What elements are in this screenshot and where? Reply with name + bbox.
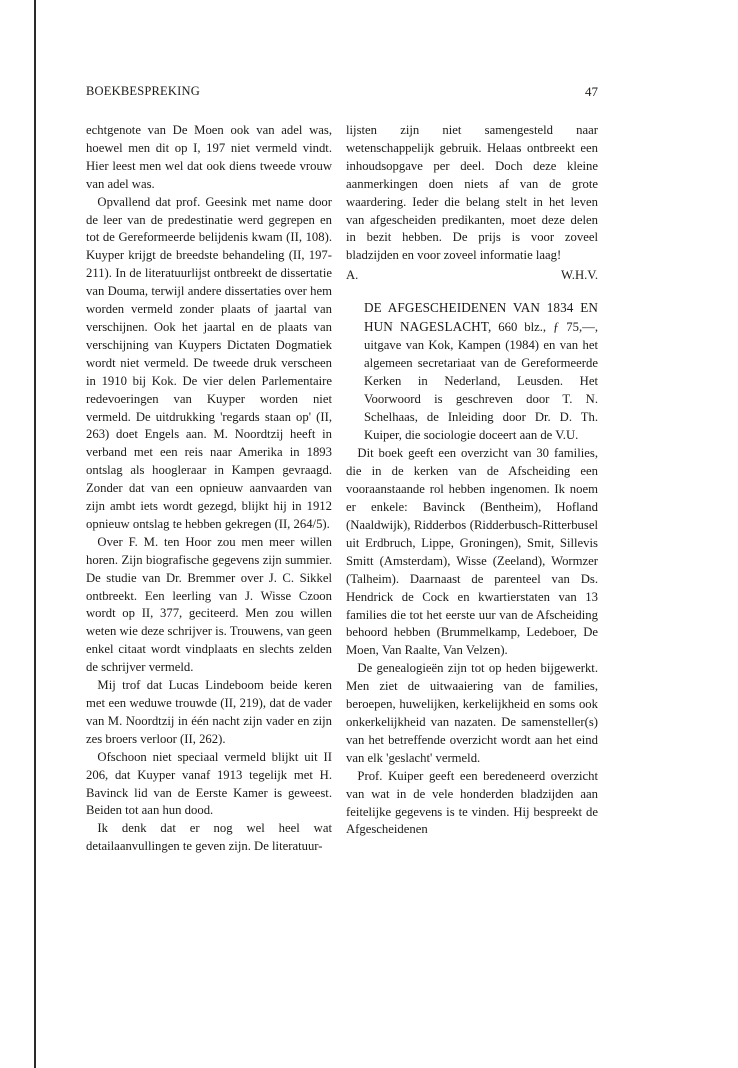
page-number: 47 <box>585 84 598 99</box>
paragraph: De genealogieën zijn tot op heden bijgewerkt. Men ziet de uitwaaiering van de families, beroepen, huwelijken, kerkelijkheid en soms ook onkerkelijkheid van nazaten. De samensteller(s) van het betreffende overzicht wordt aan het eind van elk 'geslacht' vermeld. <box>346 661 598 765</box>
paragraph: Mij trof dat Lucas Lindeboom beide keren met een weduwe trouwde (II, 219), dat de vader van M. Noordtzij in één nacht zijn vader en zijn zes broers verloor (II, 262). <box>86 678 332 746</box>
running-header <box>86 84 598 104</box>
review-book-title: DE AFGESCHEIDENEN VAN 1834 EN HUN NAGESLACHT, <box>364 300 598 335</box>
paragraph: Ofschoon niet speciaal vermeld blijkt uit II 206, dat Kuyper vanaf 1913 tegelijk met H. Bavinck lid van de Eerste Kamer is geweest. Beiden tot aan hun dood. <box>86 749 332 818</box>
signature-left: A. <box>346 268 359 283</box>
paragraph: echtgenote van De Moen ook van adel was, hoewel men dit op I, 197 niet vermeld vindt. Hier leest men wel dat ook diens tweede vrouw van adel was. <box>86 123 332 191</box>
paragraph: Over F. M. ten Hoor zou men meer willen horen. Zijn biografische gegevens zijn summier. De studie van Dr. Bremmer over J. C. Sikkel ontbreekt. Een leerling van J. Wisse Czoon wordt op II, 377, geciteerd. Men zou willen weten wie deze schrijver is. Trouwens, van geen enkel citaat wordt vindplaats en slechts zelden de schrijver vermeld. <box>86 534 332 675</box>
review-signature <box>346 267 598 285</box>
right-column <box>346 122 598 839</box>
paragraph: Dit boek geeft een overzicht van 30 families, die in de kerken van de Afscheiding een vooraanstaande rol hebben ingenomen. Ik noem er enkele: Bavinck (Bentheim), Hofland (Naaldwijk), Ridderbos (Ridderbusch-Ritterbusel uit Erdbruch, Lippe, Groningen), Smit, Sillevis Smitt (Amsterdam), Wisse (Zeeland), Wormzer (Talheim). Daarnaast de parenteel van Ds. Hendrick de Cock en kwartierstaten van 13 families die tot het eerste uur van de Afscheiding behoord hebben (Brummelkamp, Ledeboer, De Moen, Van Raalte, Van Velzen). <box>346 446 598 658</box>
review-book-details: 660 blz., ƒ 75,—, uitgave van Kok, Kampen (1984) en van het algemeen secretariaat van de Gereformeerde Kerken in Nederland, Leusden. Het Voorwoord is geschreven door T. N. Schelhaas, de Inleiding door Dr. D. Th. Kuiper, die sociologie doceert aan de V.U. <box>364 320 598 442</box>
paragraph: Prof. Kuiper geeft een beredeneerd overzicht van wat in de vele honderden bladzijden aan feitelijke gegevens is te vinden. Hij bespreekt de Afgescheidenen <box>346 768 598 837</box>
review-body <box>346 445 598 839</box>
review-heading <box>346 299 598 444</box>
section-title: BOEKBESPREKING <box>86 84 200 98</box>
paragraph: Ik denk dat er nog wel heel wat detailaanvullingen te geven zijn. De literatuur- <box>86 821 332 854</box>
signature-right: W.H.V. <box>560 268 598 283</box>
paragraph: Opvallend dat prof. Geesink met name door de leer van de predestinatie werd gegrepen en tot de Gereformeerde belijdenis kwam (II, 108). Kuyper krijgt de breedste behandeling (II, 197-211). In de literatuurlijst ontbreekt de dissertatie van Douma, terwijl andere dissertaties over hem worden vermeld zonder plaats of jaartal van verschijnen. Ook het jaartal en de plaats van verschijning van Kuypers Dictaten Dogmatiek wordt niet vermeld. De tweede druk verscheen in 1910 bij Kok. De vier delen Parlementaire redevoeringen van Kuyper worden niet vermeld. De uitdrukking 'regards staan op' (II, 263) doet Engels aan. M. Noordtzij heeft in verband met een reis naar Amerika in 1893 ontslag als hoogleraar in Kampen gevraagd. Zonder dat van een opnieuw aanvaarden van zijn ambt iets wordt gezegd, blijkt hij in 1912 opnieuw ontslag te hebben gekregen (II, 264/5). <box>86 194 332 531</box>
left-column <box>86 122 332 856</box>
continuation-paragraph: lijsten zijn niet samengesteld naar wetenschappelijk gebruik. Helaas ontbreekt een inhoudsopgave per deel. Doch deze kleine aanmerkingen doen niets af van de grote waardering. Ieder die belang stelt in het leven van afgescheiden predikanten, moet deze delen in bezit hebben. De prijs is voor zoveel bladzijden en voor zoveel informatie laag! <box>346 123 598 263</box>
page-edge-line <box>34 0 36 1068</box>
